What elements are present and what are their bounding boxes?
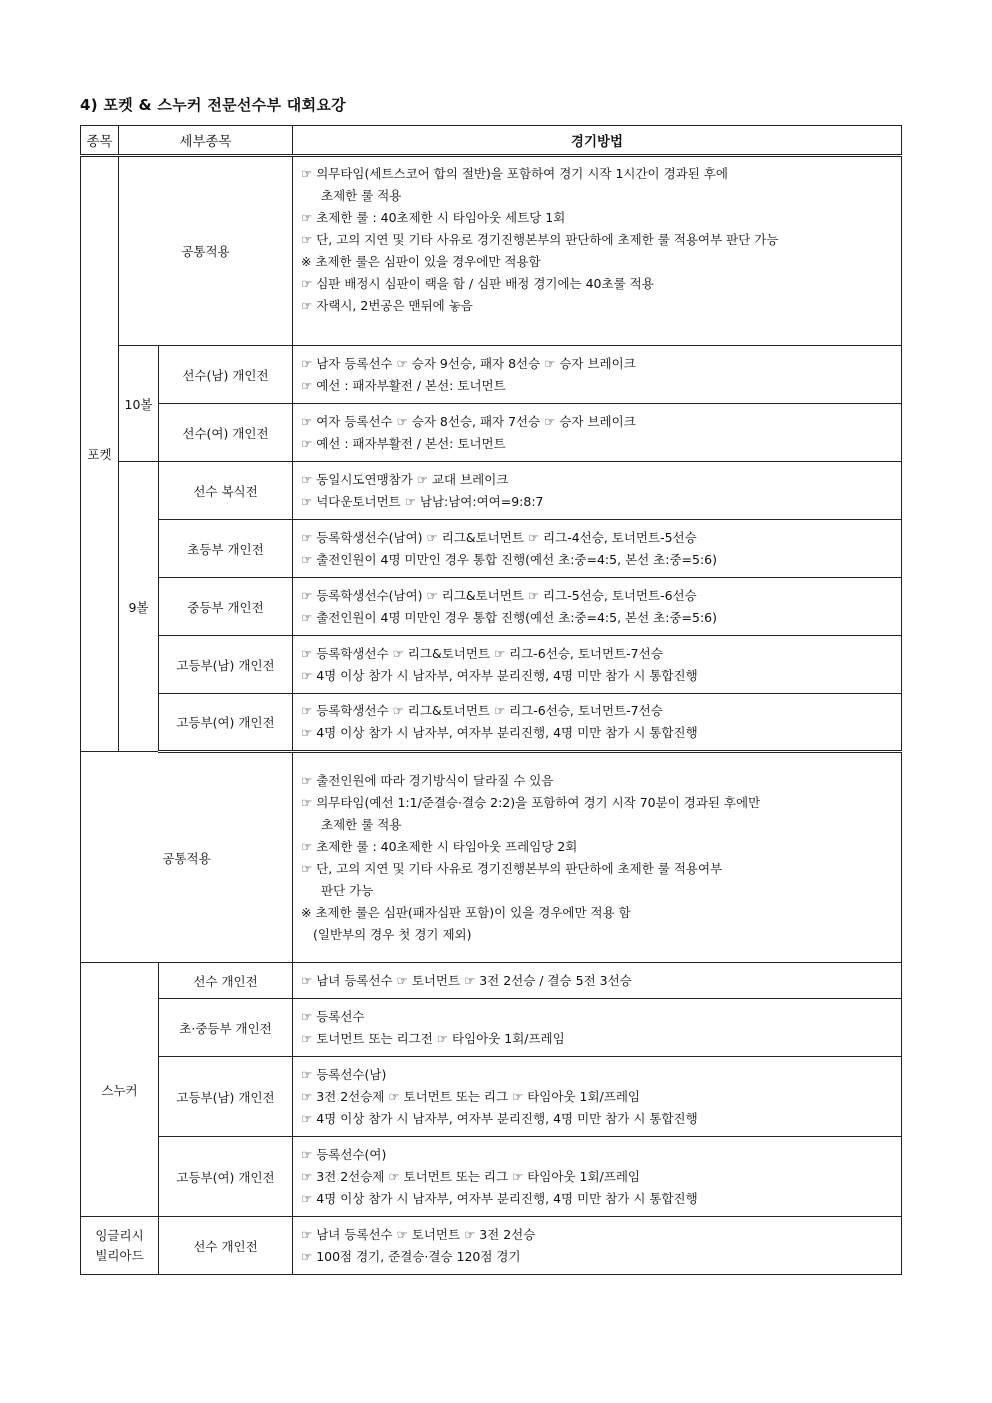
event-method [293,1057,902,1137]
snooker-common-method [293,752,902,963]
english-label-line: 빌리아드 [95,1247,144,1263]
table-row [81,156,902,346]
table-row [81,636,902,694]
method-line: ☞ 동일시도연맹참가 ☞ 교대 브레이크 [301,471,509,487]
event-method [293,999,902,1057]
table-row [81,578,902,636]
method-line: ☞ 여자 등록선수 ☞ 승자 8선승, 패자 7선승 ☞ 승자 브레이크 [301,413,636,429]
ball9-label: 9볼 [119,462,159,752]
event-method [293,346,902,404]
event-method [293,1137,902,1217]
event-method [293,404,902,462]
event-method [293,1217,902,1275]
method-line: ☞ 넉다운토너먼트 ☞ 남남:남여:여여=9:8:7 [301,493,544,509]
table-header-row [81,126,902,156]
event-name: 고등부(여) 개인전 [159,1137,293,1217]
method-line: ☞ 출전인원에 따라 경기방식이 달라질 수 있음 [301,772,554,788]
english-billiards-label [81,1217,159,1275]
method-line: ☞ 예선 : 패자부활전 / 본선: 토너먼트 [301,377,506,393]
method-line: 초제한 룰 적용 [321,188,402,203]
method-line: ☞ 남녀 등록선수 ☞ 토너먼트 ☞ 3전 2선승 [301,1226,536,1242]
event-name: 고등부(남) 개인전 [159,636,293,694]
method-line: ☞ 4명 이상 참가 시 남자부, 여자부 분리진행, 4명 미만 참가 시 통합진행 [301,1190,698,1206]
event-method [293,578,902,636]
method-line: ☞ 남녀 등록선수 ☞ 토너먼트 ☞ 3전 2선승 / 결승 5전 3선승 [301,972,632,988]
event-name: 고등부(남) 개인전 [159,1057,293,1137]
method-line: ☞ 예선 : 패자부활전 / 본선: 토너먼트 [301,435,506,451]
table-row [81,1057,902,1137]
event-name: 선수(남) 개인전 [159,346,293,404]
table-row [81,462,902,520]
table-row [81,404,902,462]
event-name: 선수(여) 개인전 [159,404,293,462]
method-line: ☞ 남자 등록선수 ☞ 승자 9선승, 패자 8선승 ☞ 승자 브레이크 [301,355,636,371]
header-sub: 세부종목 [119,126,293,156]
table-row [81,963,902,999]
event-name: 선수 복식전 [159,462,293,520]
method-line: ☞ 등록선수(여) [301,1146,387,1162]
event-method [293,963,902,999]
event-method [293,462,902,520]
pocket-common-label: 공통적용 [119,156,293,346]
method-line: ☞ 4명 이상 참가 시 남자부, 여자부 분리진행, 4명 미만 참가 시 통합진행 [301,725,698,740]
method-line: ☞ 등록학생선수(남여) ☞ 리그&토너먼트 ☞ 리그-5선승, 토너먼트-6선승 [301,587,697,603]
table-row [81,999,902,1057]
event-name: 선수 개인전 [159,963,293,999]
pocket-label: 포켓 [81,156,119,752]
event-method [293,694,902,752]
table-row [81,346,902,404]
ball10-label: 10볼 [119,346,159,462]
snooker-label: 스누커 [81,963,159,1217]
method-line: ☞ 초제한 룰 : 40초제한 시 타임아웃 프레임당 2회 [301,838,578,854]
method-line: (일반부의 경우 첫 경기 제외) [313,926,472,942]
page-title: 4) 포켓 & 스누커 전문선수부 대회요강 [80,96,346,114]
method-line: ☞ 3전 2선승제 ☞ 토너먼트 또는 리그 ☞ 타임아웃 1회/프레임 [301,1168,640,1184]
table-row [81,752,902,963]
snooker-common-label: 공통적용 [81,752,293,963]
method-line: ※ 초제한 룰은 심판(패자심판 포함)이 있을 경우에만 적용 함 [301,904,631,920]
method-line: ☞ 4명 이상 참가 시 남자부, 여자부 분리진행, 4명 미만 참가 시 통합진행 [301,1110,698,1126]
method-line: ☞ 자랙시, 2번공은 맨뒤에 놓음 [301,298,473,313]
method-line: ☞ 출전인원이 4명 미만인 경우 통합 진행(예선 초:중=4:5, 본선 초:중=5:6) [301,609,717,625]
method-line: ☞ 단, 고의 지연 및 기타 사유로 경기진행본부의 판단하에 초제한 룰 적용여부 [301,860,723,876]
header-event: 종목 [81,126,119,156]
method-line: ☞ 토너먼트 또는 리그전 ☞ 타임아웃 1회/프레임 [301,1030,565,1046]
method-line: ☞ 의무타임(예선 1:1/준결승·결승 2:2)을 포함하여 경기 시작 70분이 경과된 후에만 [301,794,761,810]
method-line: 판단 가능 [321,882,374,898]
event-name: 선수 개인전 [159,1217,293,1275]
method-line: ☞ 출전인원이 4명 미만인 경우 통합 진행(예선 초:중=4:5, 본선 초:중=5:6) [301,551,717,567]
method-line: ☞ 100점 경기, 준결승·결승 120점 경기 [301,1248,521,1264]
method-line: ☞ 초제한 룰 : 40초제한 시 타임아웃 세트당 1회 [301,210,566,225]
event-name: 고등부(여) 개인전 [159,694,293,752]
method-line: 초제한 룰 적용 [321,816,402,832]
rules-table [80,125,902,1275]
method-line: ☞ 단, 고의 지연 및 기타 사유로 경기진행본부의 판단하에 초제한 룰 적용여부 판단 가능 [301,232,779,247]
method-line: ☞ 3전 2선승제 ☞ 토너먼트 또는 리그 ☞ 타임아웃 1회/프레임 [301,1088,640,1104]
method-line: ☞ 심판 배정시 심판이 랙을 함 / 심판 배정 경기에는 40초룰 적용 [301,276,654,291]
method-line: ☞ 의무타임(세트스코어 합의 절반)을 포함하여 경기 시작 1시간이 경과된 후에 [301,166,728,181]
table-row [81,694,902,752]
method-line: ☞ 등록학생선수 ☞ 리그&토너먼트 ☞ 리그-6선승, 토너먼트-7선승 [301,645,663,661]
header-method: 경기방법 [293,126,902,156]
table-row [81,1137,902,1217]
event-method [293,636,902,694]
event-name: 초등부 개인전 [159,520,293,578]
method-line: ☞ 등록선수(남) [301,1066,387,1082]
method-line: ☞ 4명 이상 참가 시 남자부, 여자부 분리진행, 4명 미만 참가 시 통합진행 [301,667,698,683]
event-name: 초·중등부 개인전 [159,999,293,1057]
table-row [81,520,902,578]
method-line: ※ 초제한 룰은 심판이 있을 경우에만 적용함 [301,254,541,269]
event-name: 중등부 개인전 [159,578,293,636]
event-method [293,520,902,578]
method-line: ☞ 등록학생선수(남여) ☞ 리그&토너먼트 ☞ 리그-4선승, 토너먼트-5선승 [301,529,697,545]
table-row [81,1217,902,1275]
method-line: ☞ 등록학생선수 ☞ 리그&토너먼트 ☞ 리그-6선승, 토너먼트-7선승 [301,703,663,718]
english-label-line: 잉글리시 [95,1227,144,1243]
method-line: ☞ 등록선수 [301,1008,365,1024]
pocket-common-method [293,156,902,346]
